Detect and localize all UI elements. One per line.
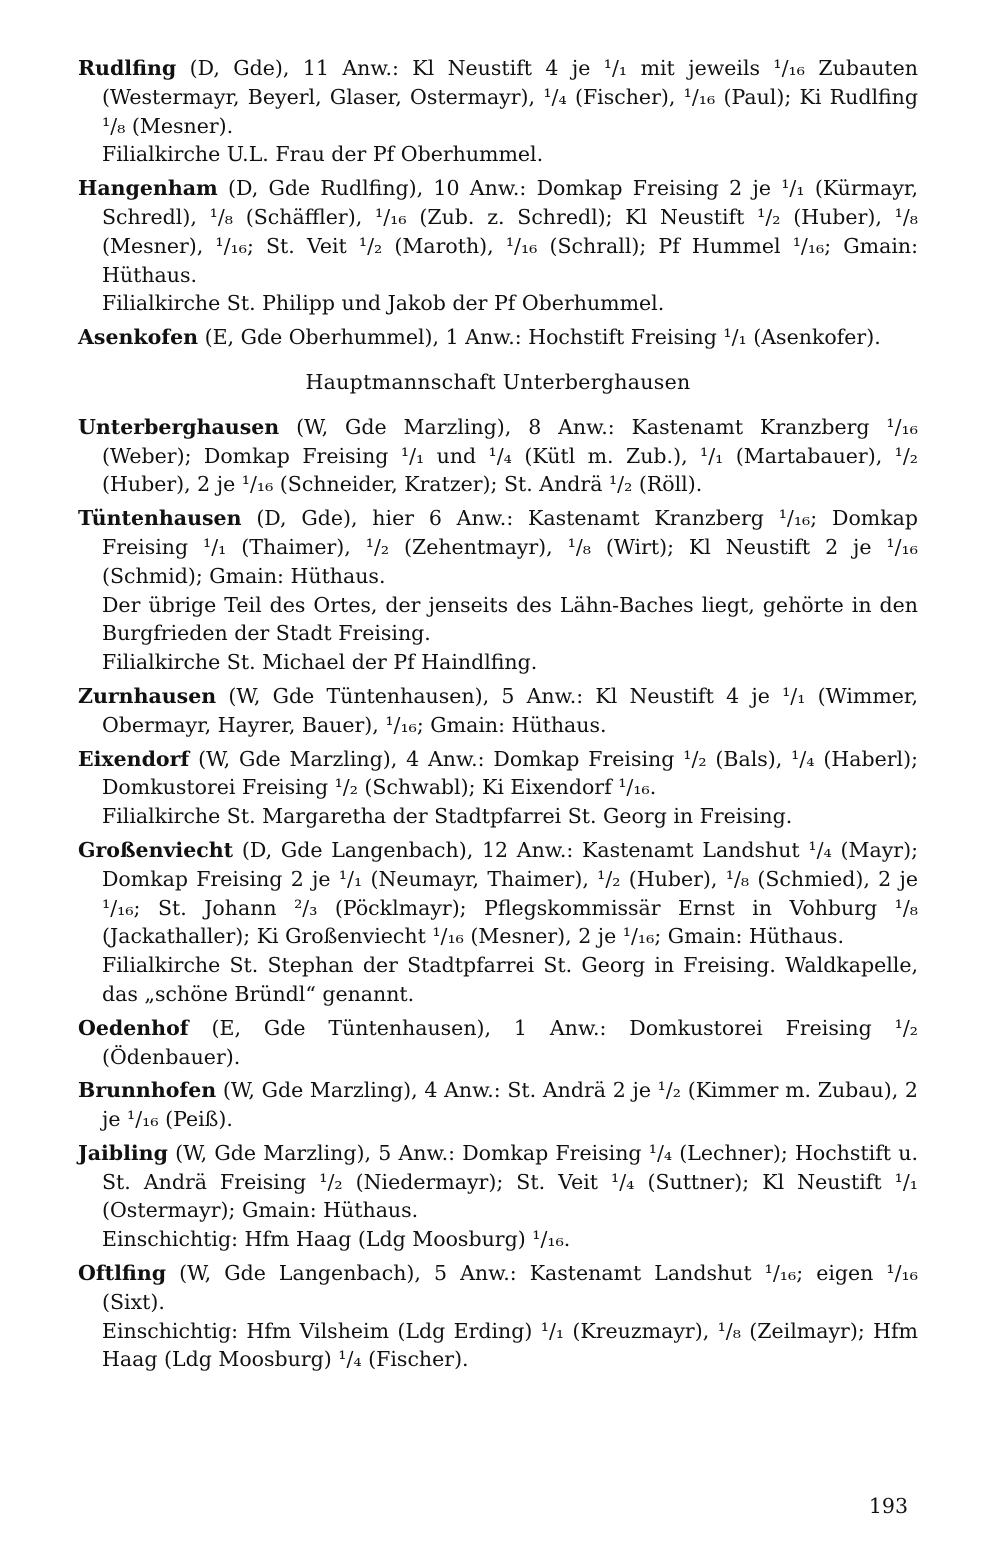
entry	[78, 54, 918, 169]
section-title: Hauptmannschaft Unterberghausen	[305, 369, 691, 394]
place-name: Brunnhofen	[78, 1078, 217, 1103]
entries-group-b	[78, 413, 918, 1375]
place-name: Oftlfing	[78, 1261, 167, 1286]
entry-text	[78, 1076, 918, 1134]
place-name: Tüntenhausen	[78, 506, 242, 531]
entry	[78, 836, 918, 1009]
entry-note: Filialkirche St. Margaretha der Stadtpfarrei St. Georg in Freising.	[102, 804, 793, 829]
entry-description: (W, Gde Langenbach), 5 Anw.: Kastenamt Landshut ¹/₁₆; eigen ¹/₁₆ (Sixt).	[102, 1261, 918, 1314]
entry-note: Filialkirche U.L. Frau der Pf Oberhummel.	[102, 142, 544, 167]
entry-text	[78, 745, 918, 803]
entry-note: Einschichtig: Hfm Haag (Ldg Moosburg) ¹/₁₆.	[102, 1227, 571, 1252]
entry	[78, 413, 918, 499]
entry-description: (D, Gde), hier 6 Anw.: Kastenamt Kranzberg ¹/₁₆; Domkap Freising ¹/₁ (Thaimer), ¹/₂ (Zehentmayr), ¹/₈ (Wirt); Kl Neustift 2 je ¹/₁₆ (Schmid); Gmain: Hüthaus.	[102, 506, 918, 588]
entry-description: (D, Gde Langenbach), 12 Anw.: Kastenamt Landshut ¹/₄ (Mayr); Domkap Freising 2 je ¹/₁ (Neumayr, Thaimer), ¹/₂ (Huber), ¹/₈ (Schmied), 2 je ¹/₁₆; St. Johann ²/₃ (Pöcklmayr); Pflegskommissär Ernst in Vohburg ¹/₈ (Jackathaller); Ki Großenviecht ¹/₁₆ (Mesner), 2 je ¹/₁₆; Gmain: Hüthaus.	[102, 837, 918, 949]
page-number: 193	[868, 1494, 908, 1518]
entry	[78, 174, 918, 318]
entry-text	[78, 1014, 918, 1072]
entry-note: Filialkirche St. Michael der Pf Haindlfing.	[102, 650, 538, 675]
entry	[78, 1014, 918, 1072]
place-name: Eixendorf	[78, 746, 190, 771]
entry-description: (W, Gde Marzling), 8 Anw.: Kastenamt Kranzberg ¹/₁₆ (Weber); Domkap Freising ¹/₁ und ¹/₄ (Kütl m. Zub.), ¹/₁ (Martabauer), ¹/₂ (Huber), 2 je ¹/₁₆ (Schneider, Kratzer); St. Andrä ¹/₂ (Röll).	[102, 414, 918, 497]
entry	[78, 504, 918, 677]
place-name: Jaibling	[78, 1140, 168, 1165]
entry-text	[78, 1139, 918, 1225]
place-name: Asenkofen	[78, 325, 199, 350]
entry-description: (W, Gde Marzling), 4 Anw.: Domkap Freising ¹/₂ (Bals), ¹/₄ (Haberl); Domkustorei Freising ¹/₂ (Schwabl); Ki Eixendorf ¹/₁₆.	[102, 746, 918, 800]
entry-text	[78, 174, 918, 289]
entry-text	[78, 323, 918, 352]
entry	[78, 682, 918, 740]
place-name: Großenviecht	[78, 837, 234, 862]
entry-description: (W, Gde Marzling), 4 Anw.: St. Andrä 2 je ¹/₂ (Kimmer m. Zubau), 2 je ¹/₁₆ (Peiß).	[102, 1078, 918, 1132]
entry-text	[78, 413, 918, 499]
page-body	[78, 54, 918, 1379]
entries-group-a	[78, 54, 918, 352]
place-name: Unterberghausen	[78, 414, 280, 439]
place-name: Rudlfing	[78, 56, 177, 80]
place-name: Zurnhausen	[78, 683, 217, 708]
entry-note: Der übrige Teil des Ortes, der jenseits des Lähn-Baches liegt, gehörte in den Burgfrieden der Stadt Freising.	[102, 592, 918, 646]
entry	[78, 1076, 918, 1134]
entry-description: (W, Gde Marzling), 5 Anw.: Domkap Freising ¹/₄ (Lechner); Hochstift u. St. Andrä Freising ¹/₂ (Niedermayr); St. Veit ¹/₄ (Suttner); Kl Neustift ¹/₁ (Ostermayr); Gmain: Hüthaus.	[102, 1140, 918, 1223]
entry-description: (E, Gde Oberhummel), 1 Anw.: Hochstift Freising ¹/₁ (Asenkofer).	[204, 325, 881, 350]
entry-note: Einschichtig: Hfm Vilsheim (Ldg Erding) ¹/₁ (Kreuzmayr), ¹/₈ (Zeilmayr); Hfm Haag (Ldg Moosburg) ¹/₄ (Fischer).	[102, 1318, 918, 1372]
entry-note: Filialkirche St. Stephan der Stadtpfarrei St. Georg in Freising. Waldkapelle, das „schöne Bründl“ genannt.	[102, 953, 918, 1006]
entry	[78, 1259, 918, 1374]
place-name: Oedenhof	[78, 1015, 189, 1040]
entry-description: (W, Gde Tüntenhausen), 5 Anw.: Kl Neustift 4 je ¹/₁ (Wimmer, Obermayr, Hayrer, Bauer), ¹/₁₆; Gmain: Hüthaus.	[102, 683, 918, 737]
entry-description: (D, Gde), 11 Anw.: Kl Neustift 4 je ¹/₁ mit jeweils ¹/₁₆ Zubauten (Westermayr, Beyerl, Glaser, Ostermayr), ¹/₄ (Fischer), ¹/₁₆ (Paul); Ki Rudlfing ¹/₈ (Mesner).	[102, 56, 918, 138]
entry-description: (E, Gde Tüntenhausen), 1 Anw.: Domkustorei Freising ¹/₂ (Ödenbauer).	[102, 1015, 918, 1069]
entry	[78, 323, 918, 352]
place-name: Hangenham	[78, 176, 218, 201]
entry-text	[78, 54, 918, 140]
entry-text	[78, 1259, 918, 1317]
entry	[78, 745, 918, 831]
entry-text	[78, 836, 918, 951]
entry-text	[78, 682, 918, 740]
entry-description: (D, Gde Rudlfing), 10 Anw.: Domkap Freising 2 je ¹/₁ (Kürmayr, Schredl), ¹/₈ (Schäffler), ¹/₁₆ (Zub. z. Schredl); Kl Neustift ¹/₂ (Huber), ¹/₈ (Mesner), ¹/₁₆; St. Veit ¹/₂ (Maroth), ¹/₁₆ (Schrall); Pf Hummel ¹/₁₆; Gmain: Hüthaus.	[102, 176, 918, 287]
entry-text	[78, 504, 918, 590]
entry-note: Filialkirche St. Philipp und Jakob der Pf Oberhummel.	[102, 291, 665, 316]
entry	[78, 1139, 918, 1254]
